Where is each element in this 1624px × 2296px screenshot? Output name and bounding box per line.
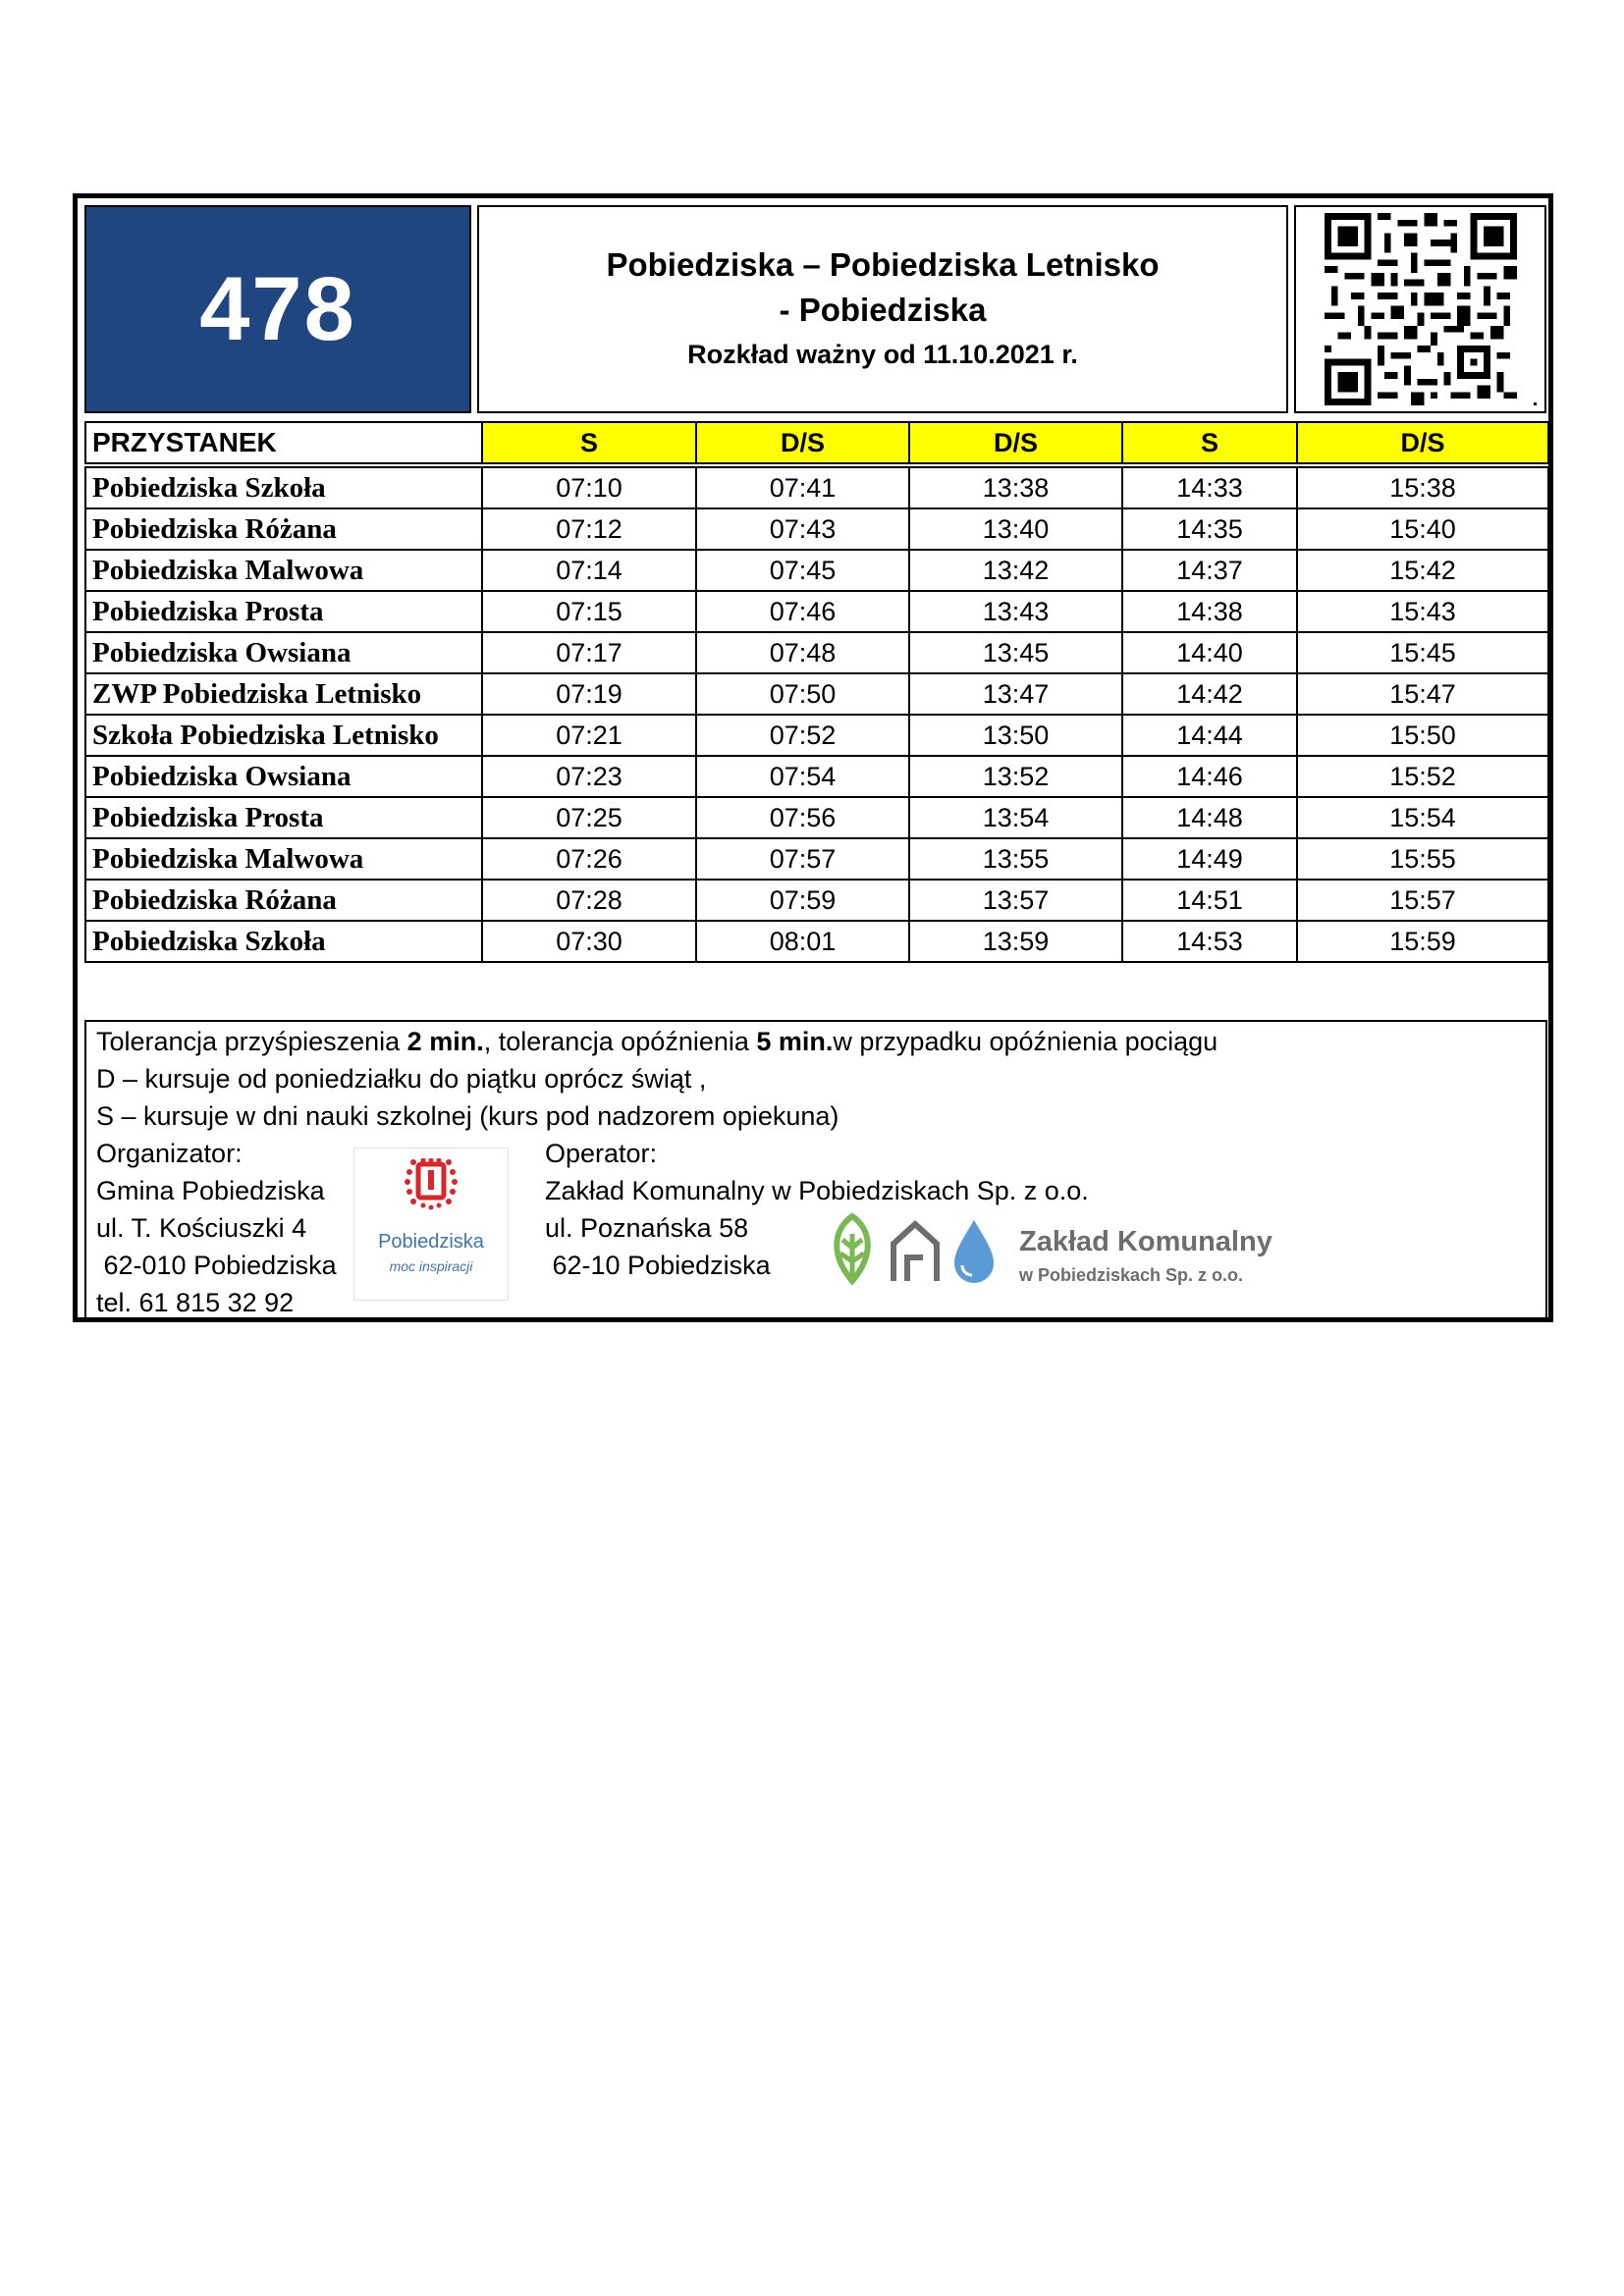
stop-name: Pobiedziska Malwowa (85, 550, 482, 591)
organizer-street: ul. T. Kościuszki 4 (96, 1213, 307, 1243)
departure-time: 15:40 (1297, 508, 1548, 550)
departure-time: 07:57 (696, 838, 909, 880)
departure-time: 13:38 (909, 467, 1122, 508)
departure-time: 14:48 (1122, 797, 1297, 838)
organizer-logo-tagline: moc inspiracji (389, 1258, 473, 1274)
departure-time: 07:21 (482, 715, 696, 756)
table-row (85, 550, 1548, 591)
departure-time: 07:10 (482, 467, 696, 508)
departure-time: 07:14 (482, 550, 696, 591)
tolerance-note: Tolerancja przyśpieszenia 2 min., tolerancja opóźnienia 5 min.w przypadku opóźnienia pociągu (96, 1027, 1218, 1056)
column-header: S (1122, 422, 1297, 463)
route-title-box (477, 205, 1288, 413)
qr-code-icon[interactable] (1325, 213, 1517, 405)
column-header: D/S (696, 422, 909, 463)
departure-time: 07:56 (696, 797, 909, 838)
departure-time: 15:57 (1297, 880, 1548, 921)
departure-time: 07:52 (696, 715, 909, 756)
departure-time: 14:49 (1122, 838, 1297, 880)
departure-time: 13:57 (909, 880, 1122, 921)
house-icon (893, 1224, 937, 1281)
column-header: D/S (909, 422, 1122, 463)
table-row (85, 797, 1548, 838)
departure-time: 07:15 (482, 591, 696, 632)
departure-time: 07:25 (482, 797, 696, 838)
departure-time: 14:37 (1122, 550, 1297, 591)
departure-time: 07:28 (482, 880, 696, 921)
d-note: D – kursuje od poniedziałku do piątku oprócz świąt , (96, 1064, 707, 1094)
stop-name: Pobiedziska Szkoła (85, 467, 482, 508)
organizer-logo-text: Pobiedziska (378, 1231, 484, 1253)
departure-time: 13:50 (909, 715, 1122, 756)
departure-time: 14:35 (1122, 508, 1297, 550)
stop-name: Pobiedziska Owsiana (85, 756, 482, 797)
operator-label: Operator: (545, 1139, 658, 1168)
departure-time: 13:55 (909, 838, 1122, 880)
qr-code-box[interactable] (1294, 205, 1546, 413)
footer-info (84, 1020, 1547, 1320)
departure-time: 07:46 (696, 591, 909, 632)
departure-time: 07:23 (482, 756, 696, 797)
departure-time: 07:17 (482, 632, 696, 673)
stop-name: Pobiedziska Prosta (85, 591, 482, 632)
table-row (85, 591, 1548, 632)
table-row (85, 880, 1548, 921)
departure-time: 07:30 (482, 921, 696, 962)
line-number: 478 (199, 258, 356, 359)
departure-time: 07:12 (482, 508, 696, 550)
stop-name: Pobiedziska Szkoła (85, 921, 482, 962)
table-row (85, 632, 1548, 673)
departure-time: 13:59 (909, 921, 1122, 962)
qr-dot (1534, 402, 1537, 405)
table-row (85, 921, 1548, 962)
valid-from: Rozkład ważny od 11.10.2021 r. (687, 340, 1078, 369)
departure-time: 07:43 (696, 508, 909, 550)
departure-time: 15:52 (1297, 756, 1548, 797)
table-row (85, 508, 1548, 550)
organizer-name: Gmina Pobiedziska (96, 1176, 325, 1205)
s-note: S – kursuje w dni nauki szkolnej (kurs pod nadzorem opiekuna) (96, 1101, 839, 1131)
departure-time: 15:47 (1297, 673, 1548, 715)
stop-name: Pobiedziska Różana (85, 508, 482, 550)
organizer-city: 62-010 Pobiedziska (96, 1251, 337, 1280)
organizer-label: Organizator: (96, 1139, 243, 1168)
departure-time: 07:50 (696, 673, 909, 715)
table-row (85, 756, 1548, 797)
departure-time: 15:55 (1297, 838, 1548, 880)
departure-time: 14:42 (1122, 673, 1297, 715)
operator-logo-subtitle: w Pobiedziskach Sp. z o.o. (1019, 1265, 1244, 1285)
departure-time: 15:43 (1297, 591, 1548, 632)
stop-name: ZWP Pobiedziska Letnisko (85, 673, 482, 715)
timetable (84, 421, 1549, 963)
departure-time: 08:01 (696, 921, 909, 962)
departure-time: 07:19 (482, 673, 696, 715)
departure-time: 13:43 (909, 591, 1122, 632)
departure-time: 07:45 (696, 550, 909, 591)
column-header: D/S (1297, 422, 1548, 463)
table-row (85, 838, 1548, 880)
operator-name: Zakład Komunalny w Pobiedziskach Sp. z o.o. (545, 1176, 1089, 1205)
departure-time: 15:59 (1297, 921, 1548, 962)
departure-time: 07:48 (696, 632, 909, 673)
organizer-phone: tel. 61 815 32 92 (96, 1288, 295, 1317)
stop-name: Pobiedziska Malwowa (85, 838, 482, 880)
header-row (85, 422, 1548, 463)
organizer-block (96, 1135, 337, 1321)
water-drop-icon (954, 1220, 994, 1283)
stop-name: Pobiedziska Różana (85, 880, 482, 921)
stop-name: Pobiedziska Owsiana (85, 632, 482, 673)
departure-time: 14:40 (1122, 632, 1297, 673)
table-row (85, 715, 1548, 756)
departure-time: 13:47 (909, 673, 1122, 715)
operator-street: ul. Poznańska 58 (545, 1213, 749, 1243)
departure-time: 07:54 (696, 756, 909, 797)
departure-time: 14:46 (1122, 756, 1297, 797)
departure-time: 14:44 (1122, 715, 1297, 756)
operator-logo-title: Zakład Komunalny (1019, 1226, 1272, 1257)
route-title-line2: - Pobiedziska (779, 292, 987, 328)
departure-time: 07:41 (696, 467, 909, 508)
departure-time: 14:53 (1122, 921, 1297, 962)
route-title-line1: Pobiedziska – Pobiedziska Letnisko (606, 246, 1160, 283)
table-row (85, 673, 1548, 715)
departure-time: 15:42 (1297, 550, 1548, 591)
departure-time: 14:51 (1122, 880, 1297, 921)
pobiedziska-logo-icon (353, 1148, 509, 1301)
departure-time: 15:50 (1297, 715, 1548, 756)
line-number-box (84, 205, 471, 413)
departure-time: 14:38 (1122, 591, 1297, 632)
departure-time: 13:52 (909, 756, 1122, 797)
stop-name: Szkoła Pobiedziska Letnisko (85, 715, 482, 756)
operator-city: 62-10 Pobiedziska (545, 1251, 771, 1280)
column-header: S (482, 422, 696, 463)
departure-time: 13:45 (909, 632, 1122, 673)
departure-time: 13:42 (909, 550, 1122, 591)
operator-logo (825, 1226, 1286, 1305)
departure-time: 15:54 (1297, 797, 1548, 838)
departure-time: 13:54 (909, 797, 1122, 838)
departure-time: 07:59 (696, 880, 909, 921)
departure-time: 13:40 (909, 508, 1122, 550)
stop-name: Pobiedziska Prosta (85, 797, 482, 838)
departure-time: 07:26 (482, 838, 696, 880)
leaf-icon (837, 1216, 868, 1281)
departure-time: 15:45 (1297, 632, 1548, 673)
timetable-sheet (73, 193, 1553, 1322)
departure-time: 14:33 (1122, 467, 1297, 508)
table-row (85, 467, 1548, 508)
departure-time: 15:38 (1297, 467, 1548, 508)
stop-column-header: PRZYSTANEK (85, 422, 482, 463)
